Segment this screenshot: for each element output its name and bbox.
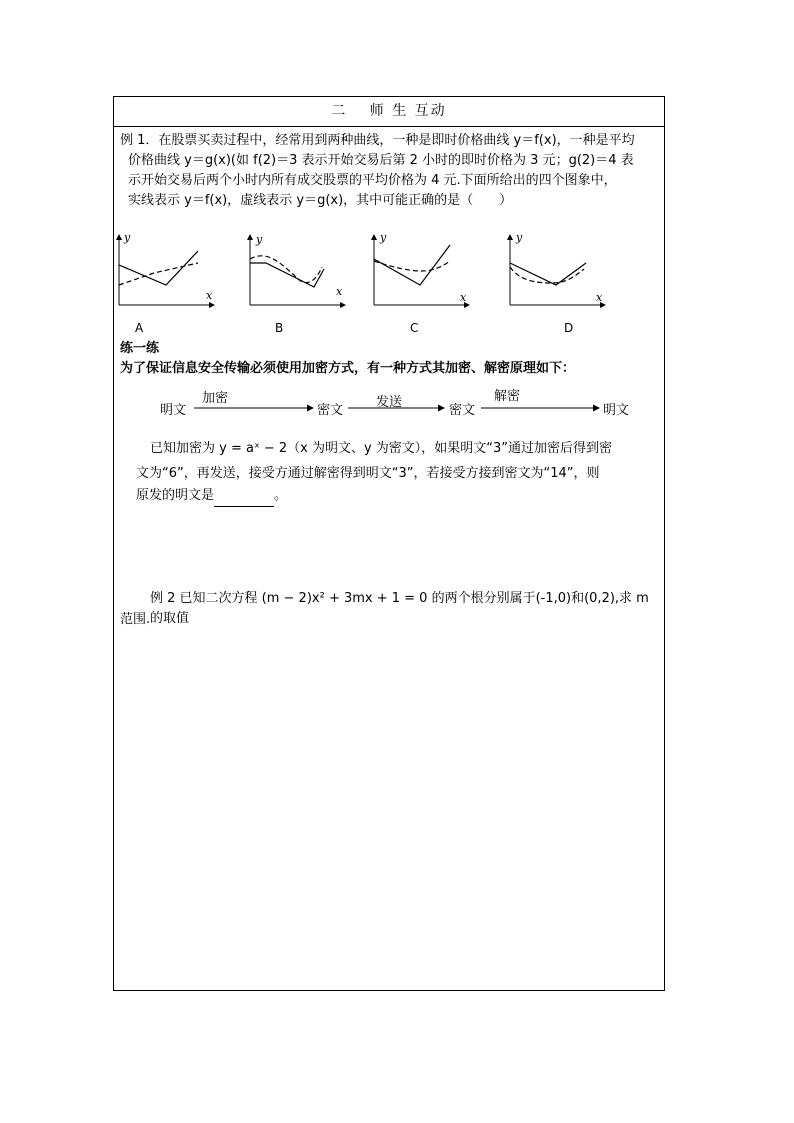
graph-b: [250, 233, 345, 305]
section-header: 二 师 生 互动: [114, 97, 664, 127]
graph-b-x-label: x: [336, 285, 343, 298]
graph-a-y-label: y: [124, 231, 131, 244]
answer-blank: [214, 492, 274, 507]
graph-d-solid-line: [510, 263, 586, 285]
graph-c-y-label: y: [380, 231, 387, 244]
example1-line2: 价格曲线 y＝g(x)(如 f(2)＝3 表示开始交易后第 2 小时的即时价格为 3 元；g(2)＝4 表: [128, 153, 634, 168]
worksheet-frame: [113, 96, 665, 991]
graph-d-label: D: [564, 321, 574, 335]
practice-title: 练一练: [120, 341, 160, 356]
graph-a-label: A: [135, 321, 144, 335]
problem-line3-text: 原发的明文是: [136, 488, 215, 503]
example1-line4: 实线表示 y＝f(x)，虚线表示 y＝g(x)，其中可能正确的是（ ）: [128, 193, 513, 208]
problem-line2: 文为“6”，再发送，接受方通过解密得到明文“3”，若接受方接到密文为“14”，则: [136, 466, 600, 481]
example1-line3: 示开始交易后两个小时内所有成交股票的平均价格为 4 元.下面所给出的四个图象中，: [128, 173, 617, 188]
practice-subtitle: 为了保证信息安全传输必须使用加密方式，有一种方式其加密、解密原理如下：: [120, 361, 576, 376]
flow-arrow-decrypt: 解密: [494, 389, 521, 404]
example2-line1: 例 2 已知二次方程 (m − 2)x² + 3mx + 1 = 0 的两个根分别属于(-1,0)和(0,2),求 m 的取值: [150, 591, 649, 626]
graph-a: [119, 231, 214, 305]
example1-text: [120, 131, 660, 211]
graph-c: [374, 231, 469, 305]
flow-ciphertext-1: 密文: [317, 403, 344, 418]
graph-d-x-label: x: [596, 291, 603, 304]
graph-b-dashed-line: [250, 256, 322, 283]
example2-line2: 范围.: [120, 612, 151, 627]
graph-d: [510, 231, 605, 305]
graph-c-x-label: x: [460, 291, 467, 304]
graph-b-solid-line: [250, 263, 324, 287]
graph-d-y-label: y: [516, 231, 523, 244]
graph-b-y-label: y: [256, 233, 263, 246]
graph-options: [114, 229, 666, 339]
problem-line3: [120, 485, 662, 507]
flow-arrow-send: 发送: [376, 395, 403, 410]
flow-ciphertext-2: 密文: [449, 403, 476, 418]
problem-line3-end: 。: [274, 488, 288, 503]
flow-plaintext-1: 明文: [160, 403, 187, 418]
example1-line1: 例 1．在股票买卖过程中，经常用到两种曲线，一种是即时价格曲线 y＝f(x)，一种是平均: [120, 133, 635, 148]
graph-a-x-label: x: [206, 289, 213, 302]
flow-arrow-encrypt: 加密: [202, 391, 229, 406]
flow-plaintext-2: 明文: [603, 403, 630, 418]
graph-a-solid-line: [119, 251, 198, 285]
graph-b-label: B: [275, 321, 284, 335]
graph-c-label: C: [410, 321, 419, 335]
problem-line1: 已知加密为 y = aˣ − 2（x 为明文、y 为密文），如果明文“3”通过加密后得到密: [150, 441, 613, 456]
